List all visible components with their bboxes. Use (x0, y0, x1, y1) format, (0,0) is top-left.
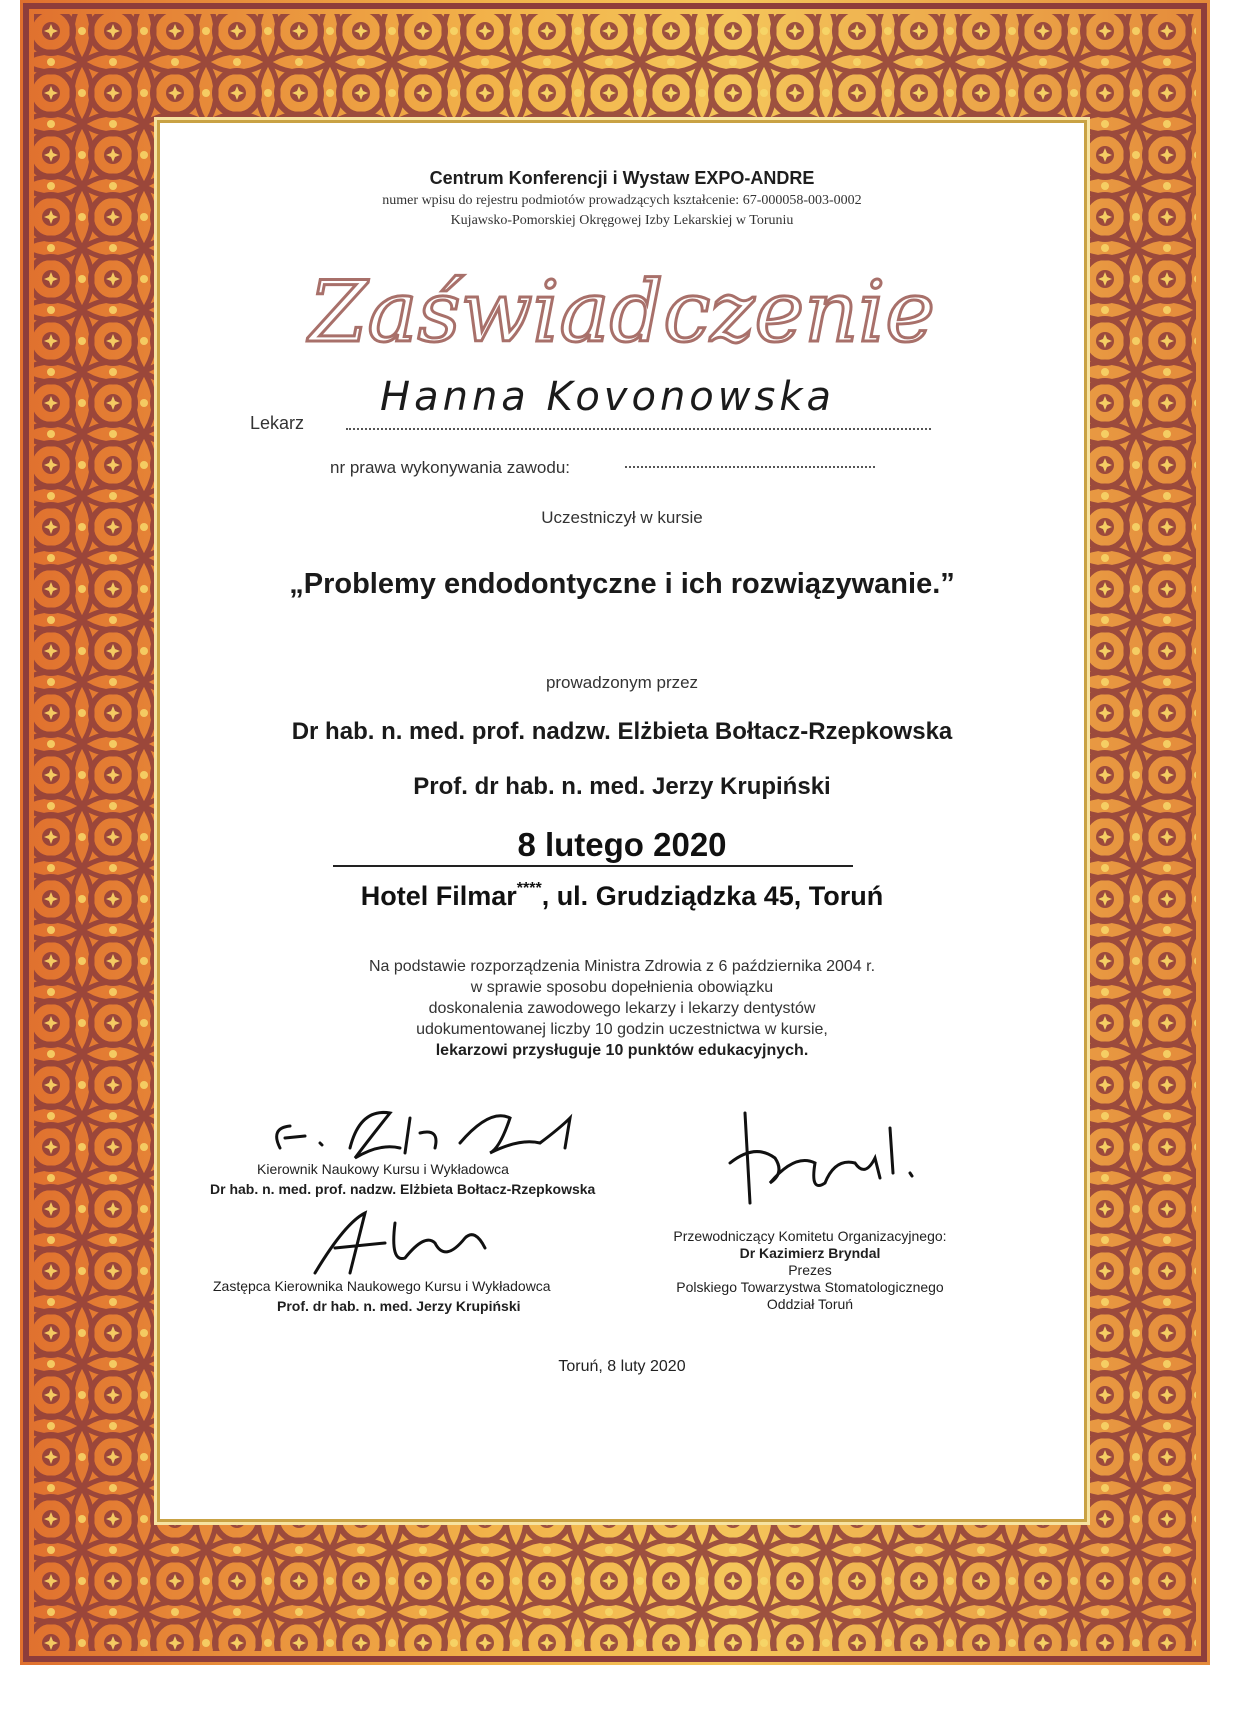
chair-branch: Oddział Toruń (766, 1296, 854, 1312)
deputy-signature-role: Zastępca Kierownika Naukowego Kursu i Wykładowca (213, 1278, 551, 1294)
certificate-title (160, 263, 1084, 363)
date-underline (333, 865, 853, 867)
issuer-name: Centrum Konferencji i Wystaw EXPO-ANDRE (429, 168, 815, 188)
chair-role: Przewodniczący Komitetu Organizacyjnego: (673, 1228, 947, 1244)
signature-head (260, 1098, 600, 1168)
certificate-title-text: Zaświadczenie (309, 263, 935, 361)
deputy-signature-name: Prof. dr hab. n. med. Jerzy Krupiński (277, 1298, 521, 1314)
head-signature-role: Kierownik Naukowy Kursu i Wykładowca (257, 1161, 509, 1177)
legal-text-line: udokumentowanej liczby 10 godzin uczestnictwa w kursie, (416, 1021, 828, 1038)
legal-points-line: lekarzowi przysługuje 10 punktów edukacyjnych. (435, 1042, 809, 1059)
venue-address: , ul. Grudziądzka 45, Toruń (541, 881, 884, 911)
place-and-date: Toruń, 8 luty 2020 (558, 1358, 686, 1375)
event-date: 8 lutego 2020 (517, 826, 727, 863)
license-number-line (625, 466, 875, 468)
doctor-name: Hanna Kovonowska (380, 374, 835, 420)
venue-stars: **** (516, 880, 542, 897)
legal-text-line: doskonalenia zawodowego lekarzy i lekarzy dentystów (428, 1000, 816, 1017)
chair-title: Prezes (788, 1262, 832, 1278)
legal-text-line: w sprawie sposobu dopełnienia obowiązku (470, 979, 774, 996)
doctor-name-line (346, 428, 931, 430)
issuer-chamber: Kujawsko-Pomorskiej Okręgowej Izby Lekarskiej w Toruniu (450, 213, 794, 228)
head-signature-name: Dr hab. n. med. prof. nadzw. Elżbieta Bołtacz-Rzepkowska (210, 1181, 596, 1197)
signature-chair (725, 1103, 935, 1213)
certificate (20, 0, 1210, 1665)
course-title: „Problemy endodontyczne i ich rozwiązywanie.” (289, 568, 955, 600)
instructor-2: Prof. dr hab. n. med. Jerzy Krupiński (413, 773, 831, 800)
license-label: nr prawa wykonywania zawodu: (330, 458, 571, 477)
venue-name: Hotel Filmar (360, 881, 517, 911)
certificate-body (160, 123, 1084, 1519)
chair-name: Dr Kazimierz Bryndal (739, 1245, 881, 1261)
chair-signature-block (645, 1228, 975, 1313)
doctor-name-handwritten (370, 358, 890, 428)
participated-label: Uczestniczył w kursie (541, 508, 703, 527)
venue (160, 880, 1084, 912)
legal-text-line: Na podstawie rozporządzenia Ministra Zdrowia z 6 października 2004 r. (368, 958, 876, 975)
chair-organization: Polskiego Towarzystwa Stomatologicznego (676, 1279, 944, 1295)
signature-deputy (305, 1203, 505, 1283)
doctor-label: Lekarz (250, 413, 305, 433)
issuer-registration: numer wpisu do rejestru podmiotów prowadzących kształcenie: 67-000058-003-0002 (382, 193, 862, 208)
led-by-label: prowadzonym przez (545, 673, 699, 692)
instructor-1: Dr hab. n. med. prof. nadzw. Elżbieta Bołtacz-Rzepkowska (291, 718, 953, 745)
